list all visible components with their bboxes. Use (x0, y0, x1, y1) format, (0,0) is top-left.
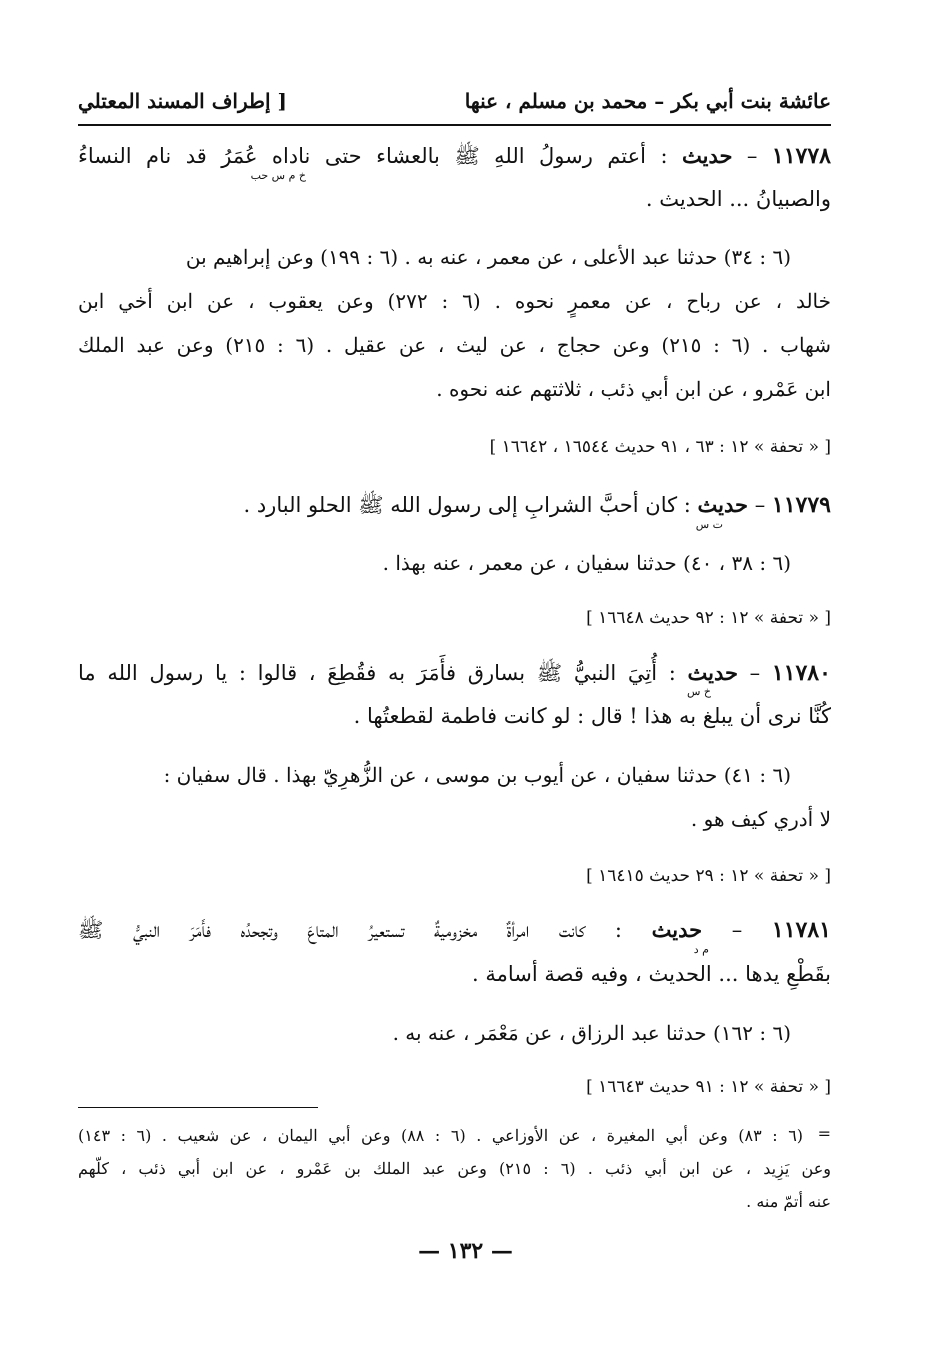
hadith-text: أُتِيَ النبيُّ ﷺ بسارق فأَمَرَ به فقُطِعَ ، قالوا : يا رسول الله ما (78, 661, 658, 685)
hadith-label: حديث (697, 492, 749, 517)
isnad-line: شهاب . (٦ : ٢١٥) وعن حجاج ، عن ليث ، عن عقيل . (٦ : ٢١٥) وعن عبد الملك (78, 333, 832, 357)
hadith-number: ١١٧٧٨ (771, 143, 831, 169)
isnad-line: (٦ : ٣٨ ، ٤٠) حدثنا سفيان ، عن معمر ، عنه بهذا . (382, 551, 791, 575)
footnote-line: وعن يَزِيد ، عن ابن أبي ذئب . (٦ : ٢١٥) وعن عبد الملك بن عَمْرو ، عن ابن أبي ذئب ، كلّهم (78, 1159, 831, 1178)
hadith-text: كان أحبَّ الشرابِ إلى رسول الله ﷺ الحلو البارد . (243, 493, 678, 517)
tuhfa-reference: [ « تحفة » ١٢ : ٦٣ ، ٩١ حديث ١٦٥٤٤ ، ١٦٦٤٢ ] (489, 437, 831, 457)
hadith-number: ١١٧٧٩ (771, 492, 831, 518)
hadith-entry-11780-line-2: كُنَّا نرى أن يبلغ به هذا ! قال : لو كانت فاطمة لقطعتُها . (353, 704, 831, 728)
hadith-entry-11781-line-2: بقَطْعِ يدها ... الحديث ، وفيه قصة أسامة . (472, 962, 831, 986)
hadith-sigla: خ م س حب (250, 169, 306, 182)
footnote-rule (78, 1107, 318, 1108)
header-title: عائشة بنت أبي بكر – محمد بن مسلم ، عنها (464, 89, 831, 113)
hadith-sigla: خ س (686, 685, 711, 698)
hadith-label: حديث (681, 143, 733, 168)
footnote-line: (٦ : ٨٣) وعن أبي المغيرة ، عن الأوزاعي . (٦ : ٨٨) وعن أبي اليمان ، عن شعيب . (٦ : ١٤٣) (78, 1126, 804, 1145)
isnad-line: لا أدري كيف هو . (690, 807, 831, 831)
hadith-text: كانت امرأةٌ مخزوميةٌ تستعيرُ المتاعَ وتجحدُه فأَمَرَ النبيُّ ﷺ (78, 918, 586, 942)
hadith-entry-11779-line-1: ١١٧٧٩ – حديث : كان أحبَّ الشرابِ إلى رسول الله ﷺ الحلو البارد . (243, 492, 831, 518)
hadith-sigla: ت س (695, 518, 723, 531)
header-book-title: [ إطراف المسند المعتلي (78, 89, 287, 113)
running-header (78, 84, 831, 118)
footnote-line: عنه أتمّ منه . (746, 1192, 831, 1211)
hadith-sigla: م د (693, 943, 709, 956)
hadith-entry-11778-line-1: ١١٧٧٨ – حديث : أعتم رسولُ اللهِ ﷺ بالعشاء حتى ناداه عُمَرُ قد نام النساءُ (78, 143, 831, 169)
hadith-number: ١١٧٨١ (771, 917, 831, 943)
tuhfa-reference: [ « تحفة » ١٢ : ٩١ حديث ١٦٦٤٣ ] (586, 1077, 831, 1097)
isnad-line: (٦ : ١٦٢) حدثنا عبد الرزاق ، عن مَعْمَر ، عنه به . (392, 1021, 791, 1045)
hadith-entry-11781-line-1: ١١٧٨١ – حديث : كانت امرأةٌ مخزوميةٌ تستعيرُ المتاعَ وتجحدُه فأَمَرَ النبيُّ ﷺ (78, 917, 831, 943)
isnad-line: (٦ : ٣٤) حدثنا عبد الأعلى ، عن معمر ، عنه به . (٦ : ١٩٩) وعن إبراهيم بن (185, 245, 791, 269)
hadith-entry-11778-line-2: والصبيانُ ... الحديث . (645, 187, 831, 211)
hadith-text: أعتم رسولُ اللهِ ﷺ بالعشاء حتى ناداه عُمَرُ قد نام النساءُ (78, 144, 646, 168)
hadith-number: ١١٧٨٠ (771, 660, 831, 686)
tuhfa-reference: [ « تحفة » ١٢ : ٢٩ حديث ١٦٤١٥ ] (586, 866, 831, 886)
footnote-continuation-mark: = (817, 1124, 831, 1143)
hadith-entry-11780-line-1: ١١٧٨٠ – حديث : أُتِيَ النبيُّ ﷺ بسارق فأَمَرَ به فقُطِعَ ، قالوا : يا رسول الله ما (78, 660, 831, 686)
tuhfa-reference: [ « تحفة » ١٢ : ٩٢ حديث ١٦٦٤٨ ] (586, 608, 831, 628)
isnad-line: ابن عَمْرو ، عن ابن أبي ذئب ، ثلاثتهم عنه نحوه . (436, 377, 831, 401)
header-rule (78, 124, 831, 126)
page-number: — ١٣٢ — (418, 1238, 513, 1264)
isnad-line: خالد ، عن رباح ، عن معمرٍ نحوه . (٦ : ٢٧٢) وعن يعقوب ، عن ابن أخي ابن (78, 289, 832, 313)
hadith-label: حديث (687, 660, 738, 685)
hadith-label: حديث (651, 917, 703, 942)
isnad-line: (٦ : ٤١) حدثنا سفيان ، عن أيوب بن موسى ، عن الزُّهرِيّ بهذا . قال سفيان : (163, 763, 791, 787)
